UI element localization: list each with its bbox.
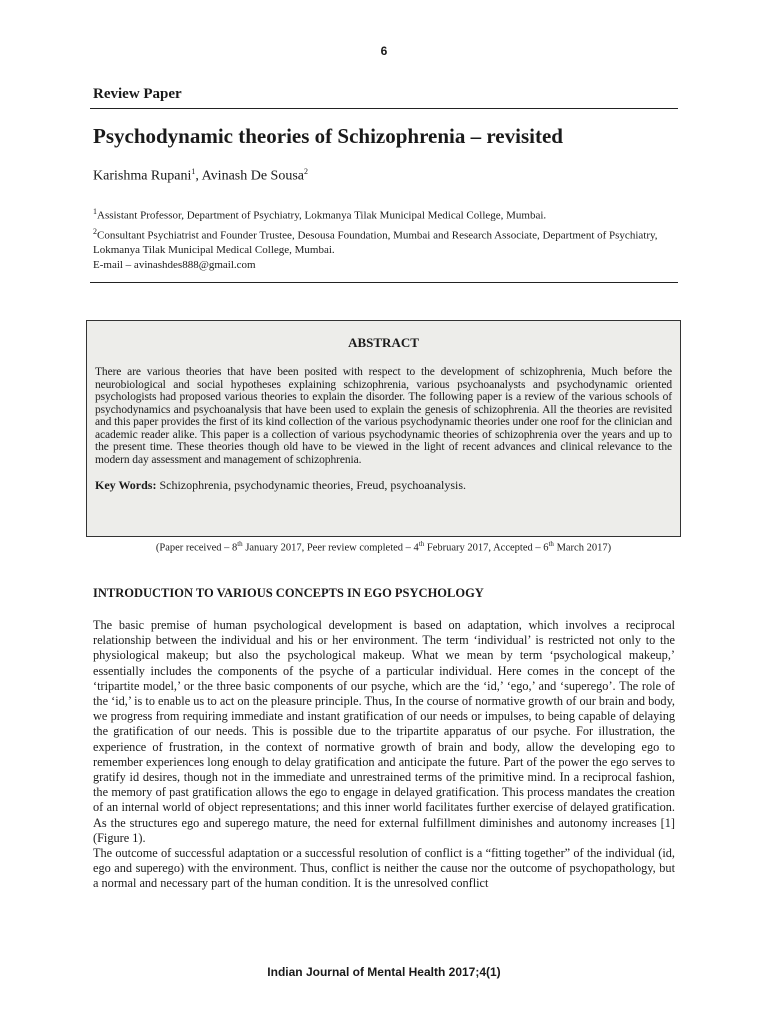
ordinal-suffix: th	[237, 540, 243, 548]
author-line	[93, 167, 308, 185]
date-text: January 2017, Peer review completed – 4	[242, 542, 419, 554]
date-text: February 2017, Accepted – 6	[424, 542, 549, 554]
abstract-text: There are various theories that have been posited with respect to the development of schizophrenia, Much before the neurobiological and social hypotheses explaining schizophrenia, various psychoanalysts and psychodynamic oriented psychologists had proposed various theories to explain the disorder. The following paper is a review of the various schools of psychodynamics and psychoanalysis that have been used to explain the genesis of schizophrenia. All the theories are revisited and this paper provides the first of its kind collection of the various psychodynamic theories under one roof for the clinician and academic reader alike. This paper is a collection of various psychodynamic theories of schizophrenia over the years and up to the present time. These theories though old have to be viewed in the light of recent advances and clinical relevance to the modern day assessment and management of schizophrenia.	[95, 366, 672, 466]
abstract-box	[86, 320, 681, 537]
paper-dates	[86, 540, 681, 554]
paragraph: The outcome of successful adaptation or a successful resolution of conflict is a “fitting together” of the individual (id, ego and superego) with the environment. Thus, conflict is neither the cause nor the outcome of psychopathology, but a normal and necessary part of the human condition. It is the unresolved conflict	[93, 846, 675, 891]
abstract-heading: ABSTRACT	[348, 335, 419, 350]
author-name: Avinash De Sousa	[201, 168, 305, 184]
author-name: Karishma Rupani	[93, 168, 192, 184]
affiliations	[93, 204, 679, 273]
article-title: Psychodynamic theories of Schizophrenia – revisited	[93, 124, 563, 148]
ordinal-suffix: th	[418, 540, 425, 548]
affiliation-text: Assistant Professor, Department of Psychiatry, Lokmanya Tilak Municipal Medical College, Mumbai.	[97, 209, 547, 222]
keywords	[95, 478, 672, 493]
affiliation-text: Consultant Psychiatrist and Founder Trustee, Desousa Foundation, Mumbai and Research Associate, Department of Psychiatry, Lokmanya Tilak Municipal Medical College, Mumbai.	[93, 229, 658, 257]
date-text: (Paper received – 8	[155, 542, 238, 554]
paragraph: The basic premise of human psychological development is based on adaptation, which involves a reciprocal relationship between the individual and his or her environment. The term ‘individual’ is restricted not only to the physiological makeup; but also the psychological makeup. What we mean by term ‘psychological makeup,’ essentially includes the components of the psyche of a particular individual. Here comes in the concept of the ‘tripartite model,’ or the three basic components of our psyche, which are the ‘id,’ ‘ego,’ and ‘superego’. The role of the ‘id,’ is to enable us to act on the pleasure principle. Thus, In the course of normative growth of our brain and body, we progress from requiring immediate and instant gratification of our needs or impulses, to being capable of delaying the gratification of our needs. This is possible due to the tripartite apparatus of our psyche. For illustration, the experience of frustration, in the context of normative growth of brain and body, allow the developing ego to remember experiences long enough to delay gratification and anticipate the future. Part of the power the ego serves to gratify id desires, though not in the immediate and unrestrained terms of the primitive mind. In a reciprocal fashion, the memory of past gratification allows the ego to engage in delayed gratification. This process mandates the creation of an internal world of object representations; and this inner world facilitates further exercise of delayed gratification. As the structures ego and superego mature, the need for external fulfillment diminishes and autonomy increases [1] (Figure 1).	[93, 618, 675, 845]
affiliation-mark: 2	[93, 226, 97, 236]
section-heading: INTRODUCTION TO VARIOUS CONCEPTS IN EGO PSYCHOLOGY	[93, 586, 484, 600]
affiliation-mark: 1	[93, 207, 97, 216]
page-number: 6	[380, 44, 388, 58]
author-separator: ,	[195, 168, 202, 184]
journal-footer: Indian Journal of Mental Health 2017;4(1)	[267, 965, 501, 979]
ordinal-suffix: th	[548, 540, 554, 548]
body-text	[93, 618, 675, 892]
bottom-divider	[90, 282, 678, 283]
affiliation-2	[93, 224, 679, 259]
keywords-text: Schizophrenia, psychodynamic theories, Freud, psychoanalysis.	[156, 478, 467, 492]
author-affiliation-mark: 1	[191, 167, 196, 176]
keywords-label: Key Words:	[95, 478, 157, 492]
date-text: March 2017)	[553, 542, 612, 554]
email-line: E-mail – avinashdes888@gmail.com	[93, 259, 256, 272]
author-affiliation-mark: 2	[304, 167, 309, 176]
section-type-label: Review Paper	[93, 86, 182, 102]
top-divider	[90, 108, 678, 109]
affiliation-1	[93, 204, 679, 224]
